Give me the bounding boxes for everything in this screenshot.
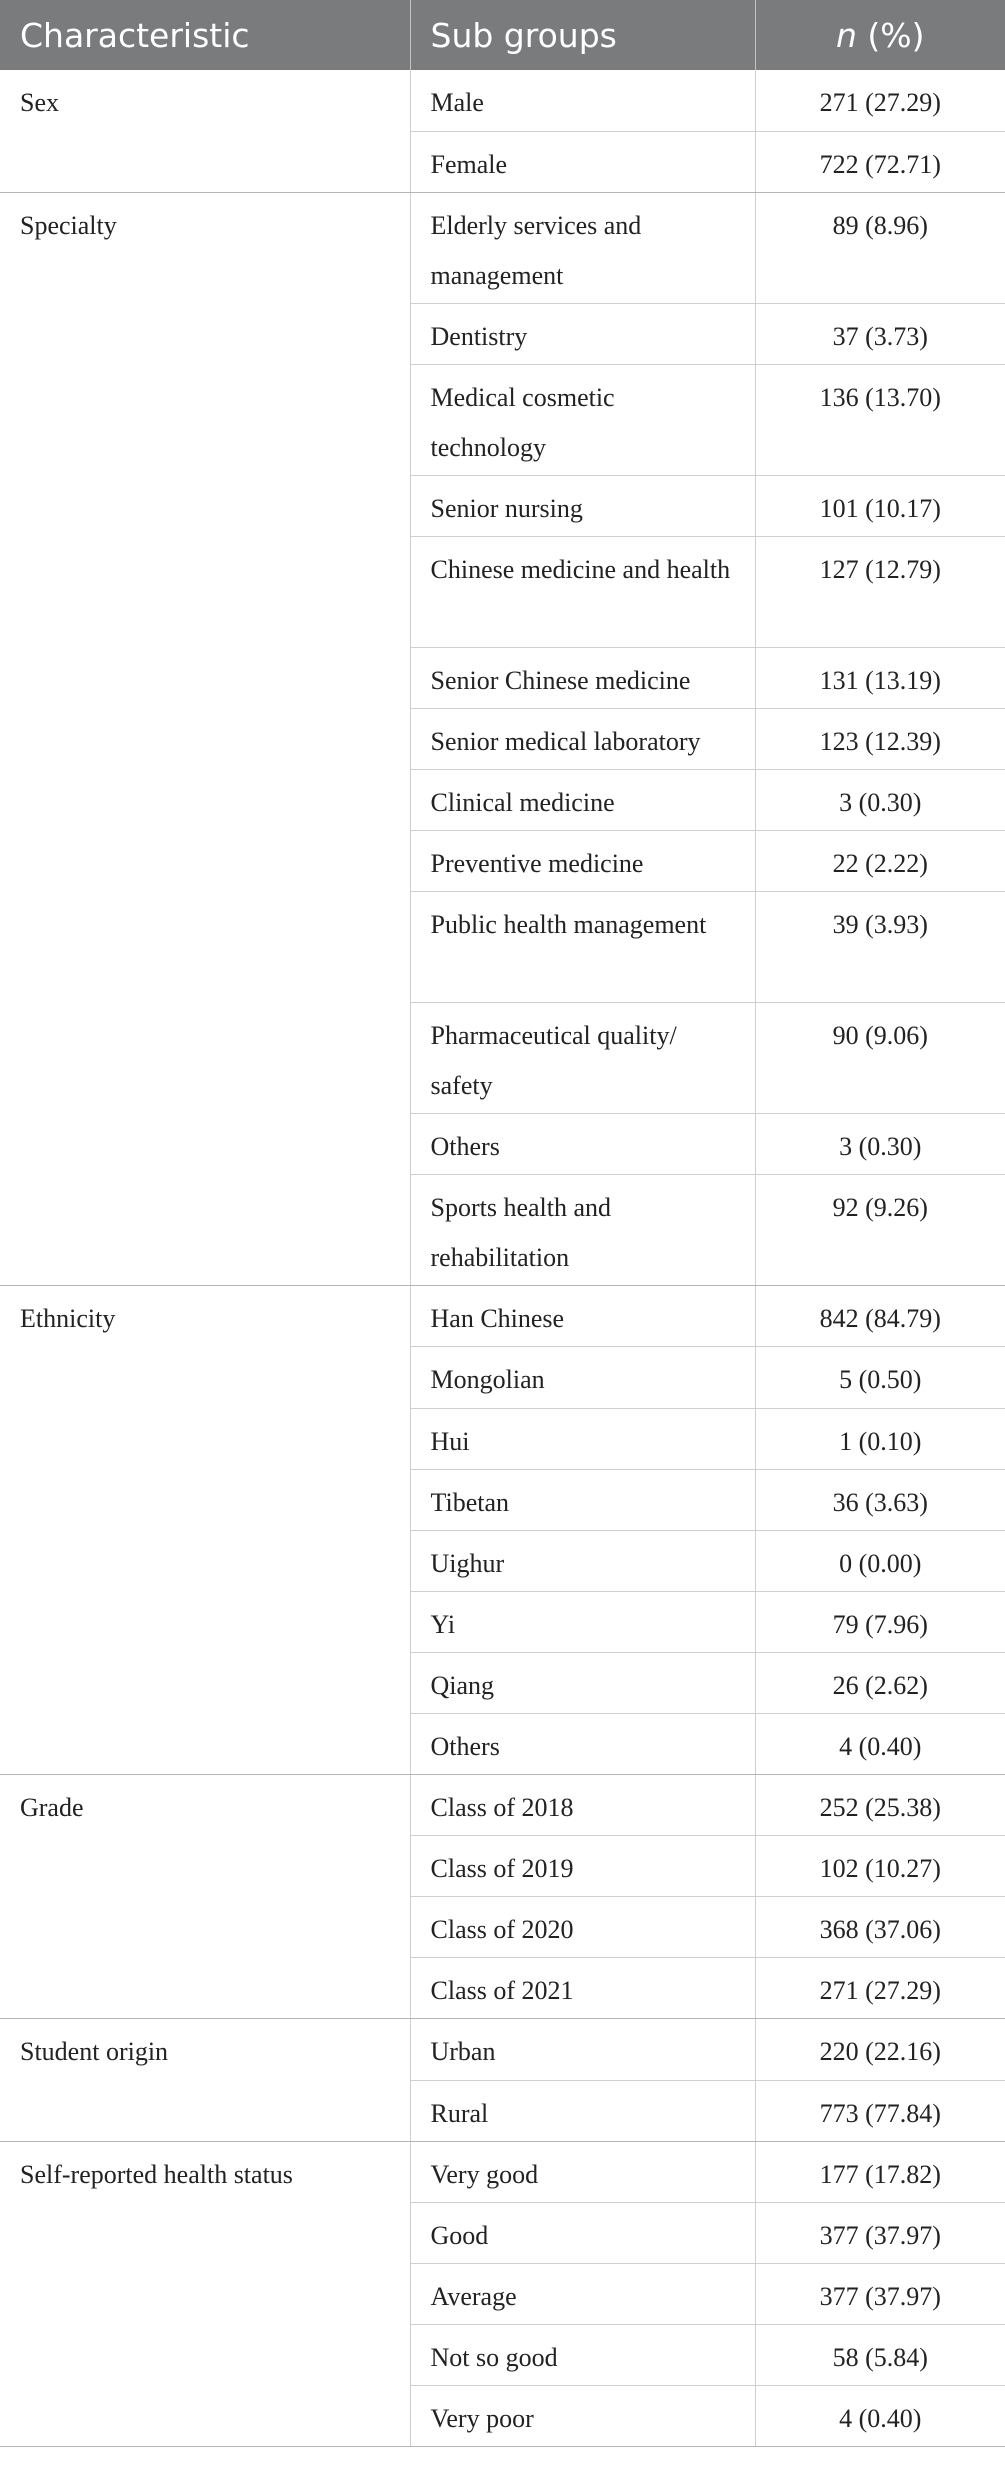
subgroup-cell: Very good <box>410 2141 755 2202</box>
header-characteristic: Characteristic <box>0 0 410 70</box>
value-cell: 123 (12.39) <box>755 708 1005 769</box>
table-header <box>0 0 1005 70</box>
table-row <box>0 70 1005 131</box>
subgroup-cell: Qiang <box>410 1652 755 1713</box>
value-cell: 252 (25.38) <box>755 1775 1005 1836</box>
subgroup-cell: Sports health and rehabilitation <box>410 1175 755 1286</box>
subgroup-cell: Public health management <box>410 892 755 1003</box>
value-cell: 89 (8.96) <box>755 192 1005 303</box>
header-percent-symbol: (%) <box>856 15 925 55</box>
value-cell: 722 (72.71) <box>755 131 1005 192</box>
value-cell: 368 (37.06) <box>755 1897 1005 1958</box>
subgroup-cell: Pharmaceutical quality/ safety <box>410 1003 755 1114</box>
value-cell: 22 (2.22) <box>755 831 1005 892</box>
value-cell: 131 (13.19) <box>755 647 1005 708</box>
value-cell: 127 (12.79) <box>755 536 1005 647</box>
header-n-percent <box>755 0 1005 70</box>
value-cell: 101 (10.17) <box>755 475 1005 536</box>
value-cell: 39 (3.93) <box>755 892 1005 1003</box>
subgroup-cell: Very poor <box>410 2386 755 2447</box>
subgroup-cell: Male <box>410 70 755 131</box>
value-cell: 220 (22.16) <box>755 2019 1005 2080</box>
subgroup-cell: Chinese medicine and health <box>410 536 755 647</box>
subgroup-cell: Class of 2019 <box>410 1836 755 1897</box>
subgroup-cell: Class of 2020 <box>410 1897 755 1958</box>
subgroup-cell: Yi <box>410 1591 755 1652</box>
value-cell: 4 (0.40) <box>755 2386 1005 2447</box>
characteristic-cell: Student origin <box>0 2019 410 2141</box>
value-cell: 37 (3.73) <box>755 303 1005 364</box>
value-cell: 842 (84.79) <box>755 1286 1005 1347</box>
characteristic-cell: Grade <box>0 1775 410 2019</box>
subgroup-cell: Tibetan <box>410 1469 755 1530</box>
subgroup-cell: Han Chinese <box>410 1286 755 1347</box>
subgroup-cell: Class of 2021 <box>410 1958 755 2019</box>
subgroup-cell: Urban <box>410 2019 755 2080</box>
subgroup-cell: Not so good <box>410 2324 755 2385</box>
subgroup-cell: Clinical medicine <box>410 770 755 831</box>
subgroup-cell: Female <box>410 131 755 192</box>
subgroup-cell: Senior nursing <box>410 475 755 536</box>
value-cell: 773 (77.84) <box>755 2080 1005 2141</box>
value-cell: 136 (13.70) <box>755 364 1005 475</box>
value-cell: 58 (5.84) <box>755 2324 1005 2385</box>
subgroup-cell: Others <box>410 1714 755 1775</box>
value-cell: 36 (3.63) <box>755 1469 1005 1530</box>
value-cell: 377 (37.97) <box>755 2202 1005 2263</box>
value-cell: 90 (9.06) <box>755 1003 1005 1114</box>
characteristic-cell: Sex <box>0 70 410 192</box>
value-cell: 1 (0.10) <box>755 1408 1005 1469</box>
subgroup-cell: Average <box>410 2263 755 2324</box>
value-cell: 92 (9.26) <box>755 1175 1005 1286</box>
value-cell: 79 (7.96) <box>755 1591 1005 1652</box>
header-n-symbol: n <box>835 15 857 55</box>
header-sub-groups: Sub groups <box>410 0 755 70</box>
characteristic-cell: Ethnicity <box>0 1286 410 1775</box>
characteristic-cell: Specialty <box>0 192 410 1286</box>
value-cell: 26 (2.62) <box>755 1652 1005 1713</box>
value-cell: 102 (10.27) <box>755 1836 1005 1897</box>
subgroup-cell: Hui <box>410 1408 755 1469</box>
subgroup-cell: Senior medical laboratory <box>410 708 755 769</box>
value-cell: 5 (0.50) <box>755 1347 1005 1408</box>
subgroup-cell: Good <box>410 2202 755 2263</box>
subgroup-cell: Senior Chinese medicine <box>410 647 755 708</box>
characteristic-cell: Self-reported health status <box>0 2141 410 2446</box>
value-cell: 377 (37.97) <box>755 2263 1005 2324</box>
subgroup-cell: Dentistry <box>410 303 755 364</box>
value-cell: 271 (27.29) <box>755 70 1005 131</box>
value-cell: 3 (0.30) <box>755 1114 1005 1175</box>
subgroup-cell: Class of 2018 <box>410 1775 755 1836</box>
subgroup-cell: Others <box>410 1114 755 1175</box>
value-cell: 3 (0.30) <box>755 770 1005 831</box>
value-cell: 271 (27.29) <box>755 1958 1005 2019</box>
table-row <box>0 192 1005 303</box>
value-cell: 4 (0.40) <box>755 1714 1005 1775</box>
value-cell: 0 (0.00) <box>755 1530 1005 1591</box>
table-row <box>0 1286 1005 1347</box>
subgroup-cell: Preventive medicine <box>410 831 755 892</box>
table-body <box>0 70 1005 2447</box>
subgroup-cell: Uighur <box>410 1530 755 1591</box>
subgroup-cell: Medical cosmetic technology <box>410 364 755 475</box>
table-row <box>0 1775 1005 1836</box>
header-row <box>0 0 1005 70</box>
table-row <box>0 2141 1005 2202</box>
value-cell: 177 (17.82) <box>755 2141 1005 2202</box>
subgroup-cell: Rural <box>410 2080 755 2141</box>
subgroup-cell: Mongolian <box>410 1347 755 1408</box>
subgroup-cell: Elderly services and management <box>410 192 755 303</box>
table-row <box>0 2019 1005 2080</box>
